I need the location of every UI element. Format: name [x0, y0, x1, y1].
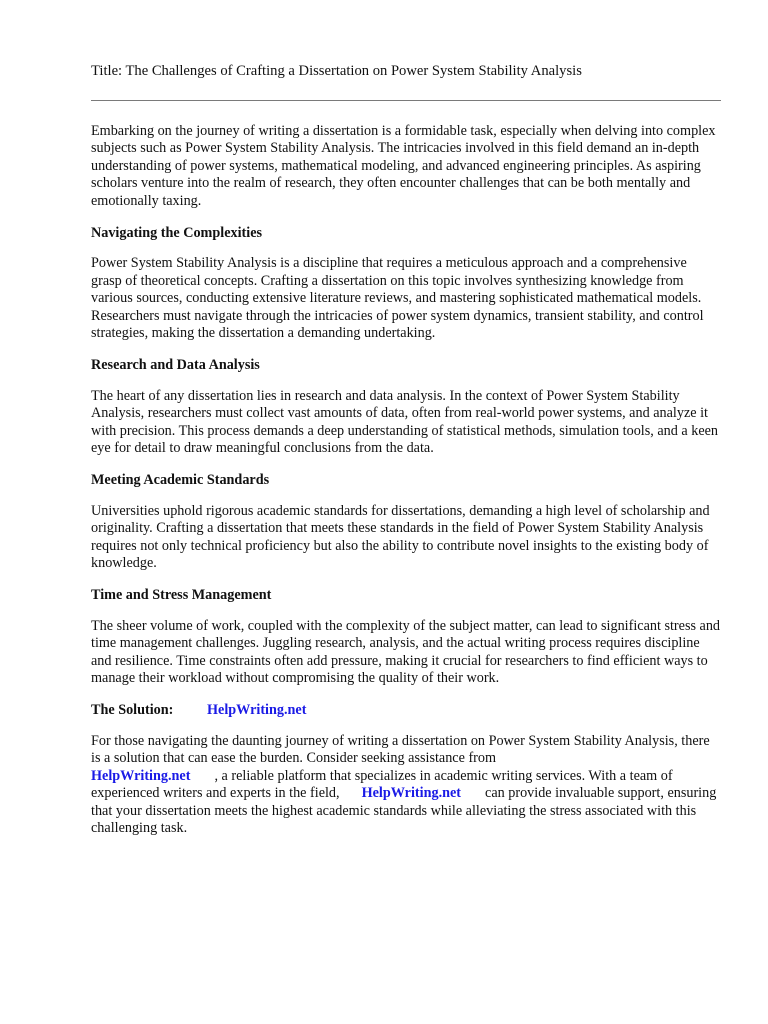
solution-heading-link[interactable]: HelpWriting.net: [207, 702, 307, 719]
solution-text-part3: can provide invaluable support, ensuring that your dissertation meets the highest academic standards while alleviating the stress associated with this challenging task.: [91, 785, 717, 836]
solution-text-part1: For those navigating the daunting journey of writing a dissertation on Power System Stability Analysis, there is a solution that can ease the burden. Consider seeking assistance from: [91, 732, 710, 767]
title-divider: [91, 100, 721, 101]
section-heading-time: Time and Stress Management: [91, 587, 272, 604]
document-body: [91, 123, 721, 852]
section-heading-standards: Meeting Academic Standards: [91, 472, 270, 488]
section-text-time: The sheer volume of work, coupled with the complexity of the subject matter, can lead to significant stress and time management challenges. Juggling research, analysis, and the actual writing process requires discipline and resilience. Time constraints often add pressure, making it crucial for researchers to find efficient ways to manage their workload without compromising the quality of their work.: [91, 617, 721, 687]
solution-inline-link-2[interactable]: HelpWriting.net: [361, 785, 462, 802]
section-text-standards: Universities uphold rigorous academic standards for dissertations, demanding a high level of scholarship and originality. Crafting a dissertation that meets these standards in the field of Power System Stability Analysis requires not only technical proficiency but also the ability to contribute novel insights to the existing body of knowledge.: [91, 502, 710, 572]
solution-heading: The Solution:: [91, 702, 174, 719]
section-heading-navigating: Navigating the Complexities: [91, 224, 263, 241]
solution-inline-link-1[interactable]: HelpWriting.net: [91, 767, 191, 784]
section-text-research: The heart of any dissertation lies in research and data analysis. In the context of Power System Stability Analysis, researchers must collect vast amounts of data, often from real-world power systems, and analyze it with precision. This process demands a deep understanding of statistical methods, simulation tools, and a keen eye for detail to draw meaningful conclusions from the data.: [91, 387, 719, 457]
section-heading-research: Research and Data Analysis: [91, 356, 260, 373]
solution-paragraph: [91, 733, 721, 837]
solution-text-part2: , a reliable platform that specializes in academic writing services. With a team of experienced writers and experts in the field,: [91, 767, 673, 802]
intro-paragraph: Embarking on the journey of writing a dissertation is a formidable task, especially when delving into complex subjects such as Power System Stability Analysis. The intricacies involved in this field demand an in-depth understanding of power systems, mathematical modeling, and advanced engineering principles. As aspiring scholars venture into the realm of research, they often encounter challenges that can be both mentally and emotionally taxing.: [91, 123, 716, 209]
section-text-navigating: Power System Stability Analysis is a discipline that requires a meticulous approach and a comprehensive grasp of theoretical concepts. Crafting a dissertation on this topic involves synthesizing knowledge from various sources, conducting extensive literature reviews, and mastering sophisticated mathematical models. Researchers must navigate through the intricacies of power system dynamics, transient stability, and control strategies, making the dissertation a demanding undertaking.: [91, 255, 704, 342]
solution-heading-row: [91, 702, 721, 719]
document-title: Title: The Challenges of Crafting a Dissertation on Power System Stability Analysis: [91, 63, 582, 79]
